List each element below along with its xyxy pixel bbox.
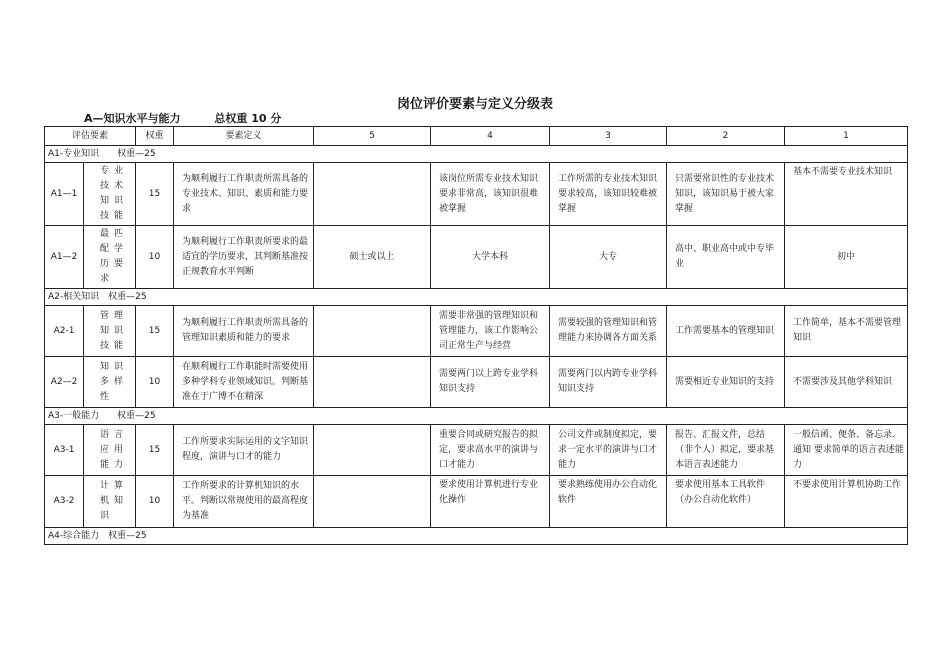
row-factor-name: 知识多样性 — [84, 357, 136, 408]
row-level-4: 该岗位所需专业技术知识要求非常高，该知识很难被掌握 — [431, 163, 550, 226]
row-level-2: 工作需要基本的管理知识 — [667, 306, 785, 357]
row-definition: 为顺利履行工作职责所需具备的专业技术、知识、素质和能力要求 — [174, 163, 314, 226]
row-factor-name: 计算机知识 — [84, 476, 136, 528]
row-code: A1—2 — [45, 226, 84, 289]
row-definition: 为顺利履行工作职责所需具备的管理知识素质和能力的要求 — [174, 306, 314, 357]
row-factor-name: 最匹配学历要求 — [84, 226, 136, 289]
row-factor-name: 管理知识技能 — [84, 306, 136, 357]
section-title: A—知识水平与能力 — [84, 112, 181, 125]
header-level-5: 5 — [314, 127, 431, 146]
section-label: A2-相关知识 权重—25 — [45, 289, 908, 306]
row-level-2: 高中、职业高中或中专毕业 — [667, 226, 785, 289]
row-level-2: 报告、汇报文件，总结（非个人）拟定，要求基本语言表述能力 — [667, 425, 785, 476]
table-row — [45, 357, 908, 408]
row-weight: 10 — [136, 357, 174, 408]
row-level-5 — [314, 357, 431, 408]
row-level-5 — [314, 306, 431, 357]
header-row — [45, 127, 908, 146]
section-row — [45, 146, 908, 163]
row-level-4: 重要合同或研究报告的拟定，要求高水平的演讲与口才能力 — [431, 425, 550, 476]
row-definition: 为顺利履行工作职责所要求的最适宜的学历要求，其判断基准按正规教育水平判断 — [174, 226, 314, 289]
section-row — [45, 289, 908, 306]
row-level-1: 工作简单，基本不需要管理知识 — [785, 306, 908, 357]
section-label: A1-专业知识 权重—25 — [45, 146, 908, 163]
row-definition: 工作所要求实际运用的文字知识程度，演讲与口才的能力 — [174, 425, 314, 476]
header-factor: 评估要素 — [45, 127, 136, 146]
row-level-1: 基本不需要专业技术知识 — [785, 163, 908, 226]
row-level-3: 需要两门以内跨专业学科知识支持 — [550, 357, 667, 408]
header-level-2: 2 — [667, 127, 785, 146]
header-level-4: 4 — [431, 127, 550, 146]
row-level-3: 工作所需的专业技术知识要求较高，该知识较难被掌握 — [550, 163, 667, 226]
table-row — [45, 476, 908, 528]
page-title: 岗位评价要素与定义分级表 — [396, 97, 553, 112]
row-level-3: 公司文件或制度拟定，要求一定水平的演讲与口才能力 — [550, 425, 667, 476]
row-level-4: 需要两门以上跨专业学科知识支持 — [431, 357, 550, 408]
row-level-2: 需要相近专业知识的支持 — [667, 357, 785, 408]
header-weight: 权重 — [136, 127, 174, 146]
row-level-3: 需要较强的管理知识和管理能力来协调各方面关系 — [550, 306, 667, 357]
row-code: A1—1 — [45, 163, 84, 226]
row-level-2: 要求使用基本工具软件（办公自动化软件） — [667, 476, 785, 528]
table-row — [45, 425, 908, 476]
row-level-1: 一般信函、便条、备忘录、通知 要求简单的语言表述能力 — [785, 425, 908, 476]
row-level-4: 要求使用计算机进行专业化操作 — [431, 476, 550, 528]
total-weight: 总权重 10 分 — [214, 112, 282, 125]
row-code: A3-1 — [45, 425, 84, 476]
row-definition: 工作所要求的计算机知识的水平。判断以常规使用的最高程度为基准 — [174, 476, 314, 528]
row-level-5: 硕士或以上 — [314, 226, 431, 289]
row-code: A2—2 — [45, 357, 84, 408]
row-level-1: 初中 — [785, 226, 908, 289]
row-weight: 15 — [136, 425, 174, 476]
table-row — [45, 226, 908, 289]
header-level-1: 1 — [785, 127, 908, 146]
header-level-3: 3 — [550, 127, 667, 146]
subtitle — [84, 110, 281, 126]
table-row — [45, 306, 908, 357]
row-factor-name: 语言应用能力 — [84, 425, 136, 476]
row-weight: 15 — [136, 306, 174, 357]
row-level-1: 不需要涉及其他学科知识 — [785, 357, 908, 408]
header-definition: 要素定义 — [174, 127, 314, 146]
row-level-4: 大学本科 — [431, 226, 550, 289]
section-row — [45, 528, 908, 545]
row-factor-name: 专业技术知识技能 — [84, 163, 136, 226]
section-label: A4-综合能力 权重—25 — [45, 528, 908, 545]
row-level-5 — [314, 425, 431, 476]
row-code: A2-1 — [45, 306, 84, 357]
row-definition: 在顺利履行工作职能时需要使用多种学科专业领域知识。判断基准在于广博不在精深 — [174, 357, 314, 408]
row-level-4: 需要非常强的管理知识和管理能力，该工作影响公司正常生产与经营 — [431, 306, 550, 357]
row-level-5 — [314, 163, 431, 226]
row-weight: 10 — [136, 476, 174, 528]
row-level-3: 要求熟练使用办公自动化软件 — [550, 476, 667, 528]
row-level-3: 大专 — [550, 226, 667, 289]
section-label: A3-一般能力 权重—25 — [45, 408, 908, 425]
row-level-5 — [314, 476, 431, 528]
row-level-1: 不要求使用计算机协助工作 — [785, 476, 908, 528]
row-weight: 15 — [136, 163, 174, 226]
table-row — [45, 163, 908, 226]
evaluation-table — [44, 126, 908, 545]
row-weight: 10 — [136, 226, 174, 289]
section-row — [45, 408, 908, 425]
row-code: A3-2 — [45, 476, 84, 528]
row-level-2: 只需要常识性的专业技术知识，该知识易于被大家掌握 — [667, 163, 785, 226]
